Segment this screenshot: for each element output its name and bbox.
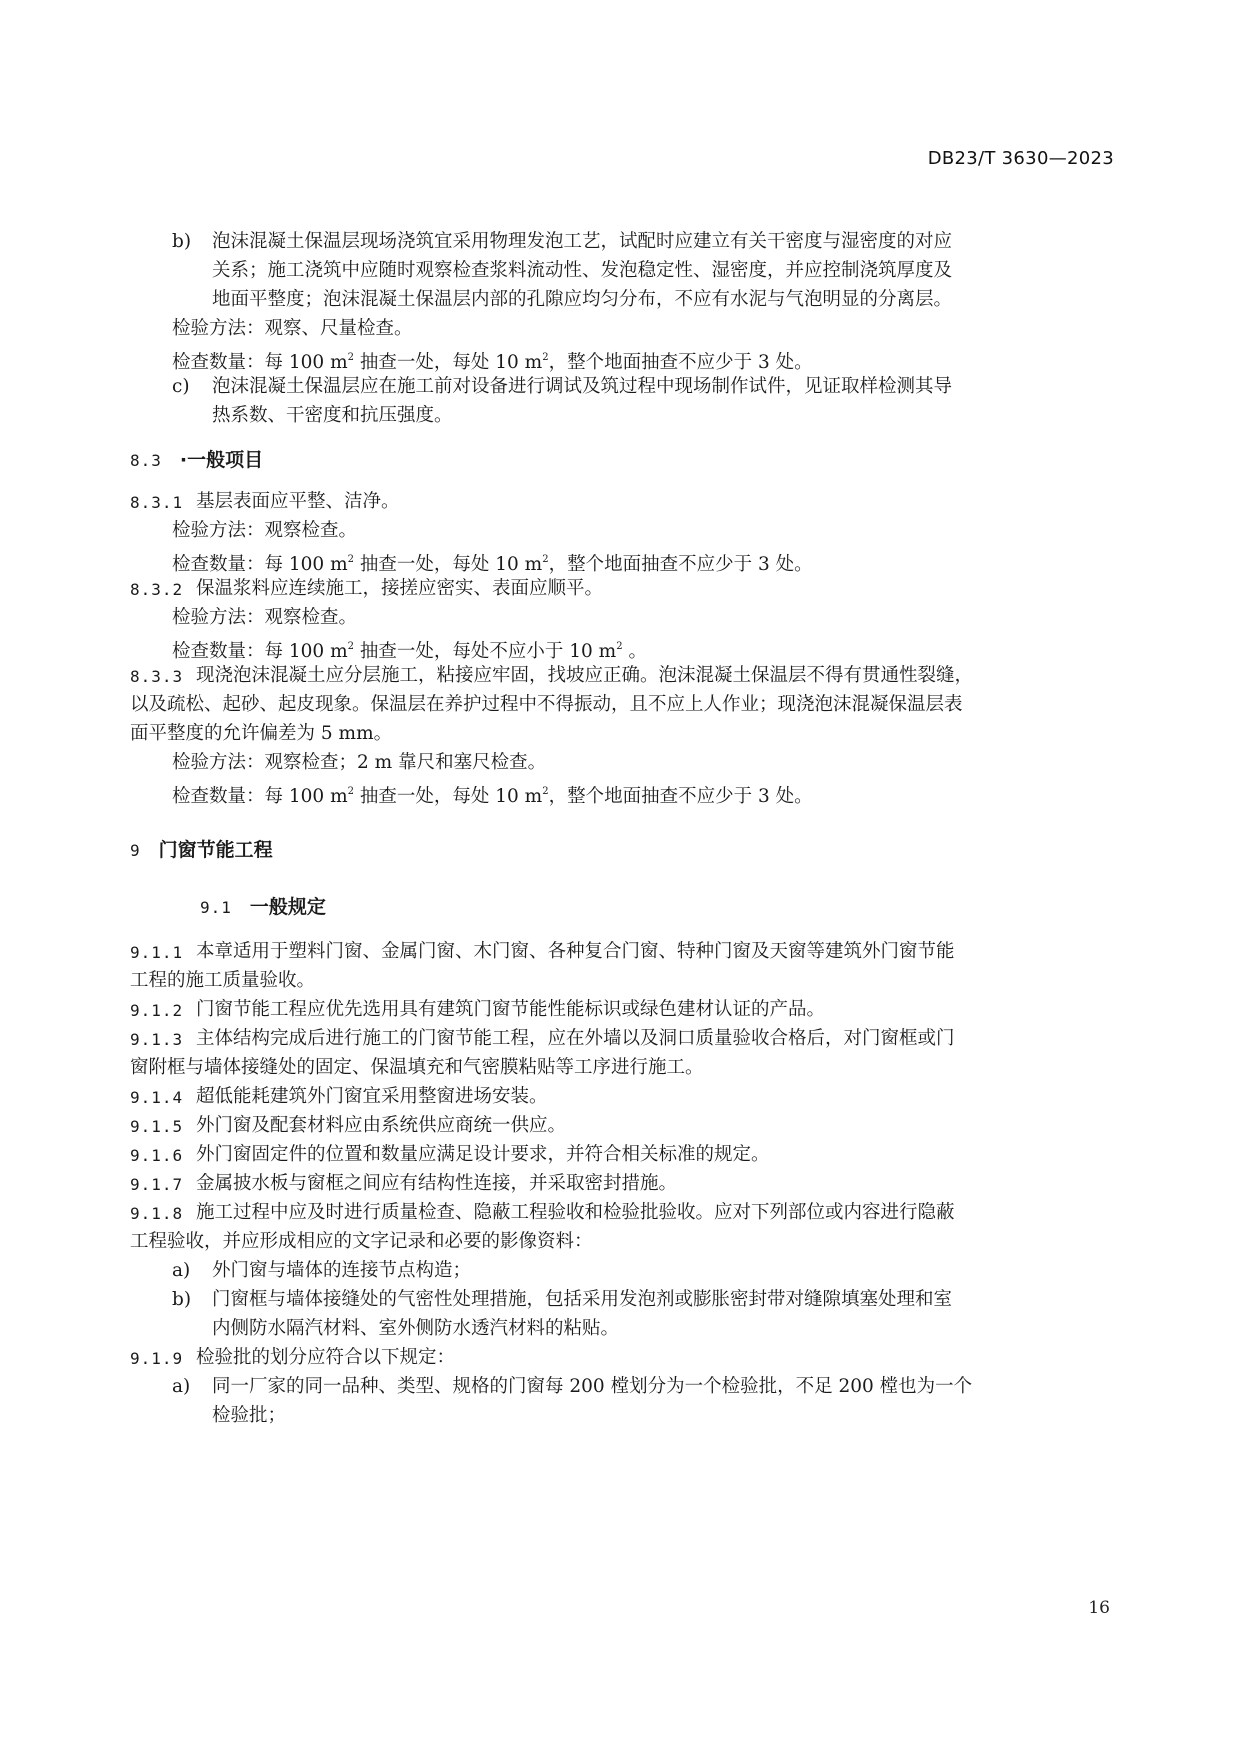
clause-9-1-8-number: 9.1.8 [130,1204,184,1223]
clause-9-1-4-text: 超低能耗建筑外门窗宜采用整窗进场安装。 [196,1086,548,1107]
item-c-line-1: 泡沫混凝土保温层应在施工前对设备进行调试及筑过程中现场制作试件，见证取样检测其导 [212,376,953,397]
clause-8-3-1-quantity: 检查数量：每 100 $m^2$ 抽查一处，每处 10 $m^2$，整个地面抽查不应少于 3 处。 [172,554,813,575]
clause-8-3-1-number: 8.3.1 [130,493,184,512]
document-code: DB23/T 3630—2023 [927,148,1114,169]
clause-8-3-2-method: 检验方法：观察检查。 [172,607,358,628]
section-8-3-heading: 8.3 ·一般项目 [130,449,264,471]
clause-8-3-2-number: 8.3.2 [130,580,184,599]
clause-9-1-3-line-1: 主体结构完成后进行施工的门窗节能工程，应在外墙以及洞口质量验收合格后，对门窗框或门 [196,1028,955,1049]
clause-9-1-9-text: 检验批的划分应符合以下规定： [196,1347,456,1368]
item-b-quantity: 检查数量：每 100 $m^2$ 抽查一处，每处 10 $m^2$，整个地面抽查不应少于 3 处。 [172,352,813,373]
clause-9-1-9-number: 9.1.9 [130,1349,184,1368]
clause-9-1-8-b-line-1: 门窗框与墙体接缝处的气密性处理措施，包括采用发泡剂或膨胀密封带对缝隙填塞处理和室 [212,1289,953,1310]
clause-9-1-8-a-label: a) [172,1260,191,1281]
clause-9-1-9-a-line-2: 检验批； [212,1405,287,1426]
clause-9-1-6-text: 外门窗固定件的位置和数量应满足设计要求，并符合相关标准的规定。 [196,1144,770,1165]
clause-8-3-3-line-2: 以及疏松、起砂、起皮现象。保温层在养护过程中不得振动，且不应上人作业；现浇泡沫混凝保温层表 [130,694,963,715]
clause-9-1-3-number: 9.1.3 [130,1030,184,1049]
item-b-line-2: 关系；施工浇筑中应随时观察检查浆料流动性、发泡稳定性、湿密度，并应控制浇筑厚度及 [212,260,953,281]
clause-8-3-3-quantity: 检查数量：每 100 $m^2$ 抽查一处，每处 10 $m^2$，整个地面抽查不应少于 3 处。 [172,786,813,807]
clause-9-1-7-number: 9.1.7 [130,1175,184,1194]
item-b-label: b) [172,231,192,252]
clause-9-1-3-line-2: 窗附框与墙体接缝处的固定、保温填充和气密膜粘贴等工序进行施工。 [130,1057,704,1078]
clause-9-1-6-number: 9.1.6 [130,1146,184,1165]
item-b-line-1: 泡沫混凝土保温层现场浇筑宜采用物理发泡工艺，试配时应建立有关干密度与湿密度的对应 [212,231,953,252]
clause-9-1-1-line-1: 本章适用于塑料门窗、金属门窗、木门窗、各种复合门窗、特种门窗及天窗等建筑外门窗节能 [196,941,955,962]
clause-8-3-3-line-3: 面平整度的允许偏差为 5 mm。 [130,723,393,744]
clause-8-3-3-number: 8.3.3 [130,667,184,686]
chapter-9-heading: 9 门窗节能工程 [130,839,273,861]
clause-9-1-9-a-label: a) [172,1376,191,1397]
clause-9-1-2-text: 门窗节能工程应优先选用具有建筑门窗节能性能标识或绿色建材认证的产品。 [196,999,826,1020]
item-b-line-3: 地面平整度；泡沫混凝土保温层内部的孔隙应均匀分布，不应有水泥与气泡明显的分离层。 [212,289,953,310]
page-number: 16 [1088,1598,1110,1618]
clause-8-3-1-text: 基层表面应平整、洁净。 [196,491,400,512]
clause-9-1-8-a-text: 外门窗与墙体的连接节点构造； [212,1260,472,1281]
item-c-line-2: 热系数、干密度和抗压强度。 [212,405,453,426]
clause-9-1-8-b-line-2: 内侧防水隔汽材料、室外侧防水透汽材料的粘贴。 [212,1318,620,1339]
clause-8-3-2-text: 保温浆料应连续施工，接搓应密实、表面应顺平。 [196,578,604,599]
clause-9-1-1-line-2: 工程的施工质量验收。 [130,970,316,991]
section-9-1-heading: 9.1 一般规定 [200,896,326,918]
item-b-method: 检验方法：观察、尺量检查。 [172,318,413,339]
clause-9-1-8-b-label: b) [172,1289,192,1310]
clause-9-1-9-a-line-1: 同一厂家的同一品种、类型、规格的门窗每 200 樘划分为一个检验批，不足 200 樘也为一个 [212,1376,973,1397]
item-c-label: c) [172,376,190,397]
clause-9-1-7-text: 金属披水板与窗框之间应有结构性连接，并采取密封措施。 [196,1173,678,1194]
clause-9-1-8-line-2: 工程验收，并应形成相应的文字记录和必要的影像资料： [130,1231,593,1252]
clause-9-1-5-number: 9.1.5 [130,1117,184,1136]
clause-8-3-2-quantity: 检查数量：每 100 $m^2$ 抽查一处，每处不应小于 10 $m^2$ 。 [172,641,647,662]
clause-8-3-1-method: 检验方法：观察检查。 [172,520,358,541]
clause-9-1-8-line-1: 施工过程中应及时进行质量检查、隐蔽工程验收和检验批验收。应对下列部位或内容进行隐蔽 [196,1202,955,1223]
clause-9-1-2-number: 9.1.2 [130,1001,184,1020]
clause-9-1-4-number: 9.1.4 [130,1088,184,1107]
clause-9-1-5-text: 外门窗及配套材料应由系统供应商统一供应。 [196,1115,567,1136]
clause-8-3-3-method: 检验方法：观察检查；2 m 靠尺和塞尺检查。 [172,752,547,773]
clause-9-1-1-number: 9.1.1 [130,943,184,962]
clause-8-3-3-line-1: 现浇泡沫混凝土应分层施工，粘接应牢固，找坡应正确。泡沫混凝土保温层不得有贯通性裂缝， [196,665,974,686]
